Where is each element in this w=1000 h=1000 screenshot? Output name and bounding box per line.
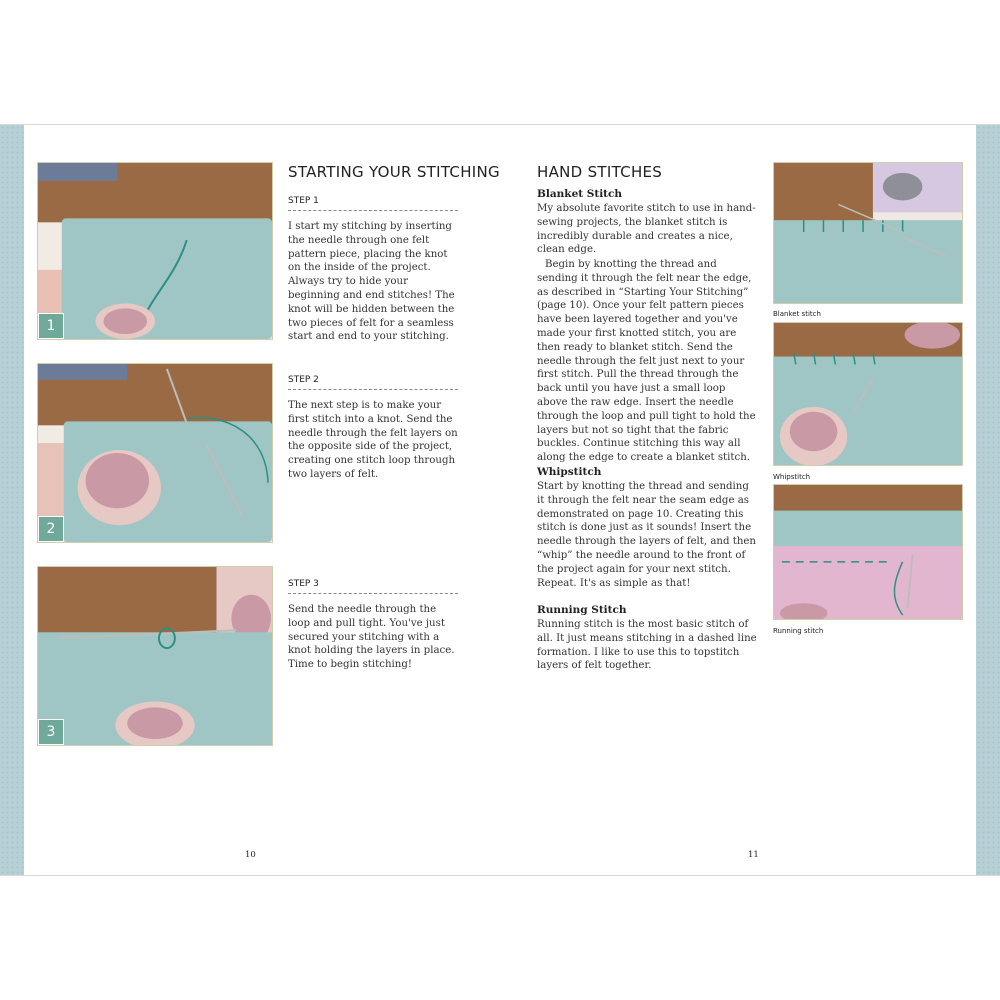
step-1-photo xyxy=(37,162,273,340)
right-page-title: HAND STITCHES xyxy=(537,163,663,181)
running-stitch-photo xyxy=(773,484,963,620)
whipstitch-photo xyxy=(773,322,963,466)
blanket-stitch-photo xyxy=(773,162,963,304)
step-3-number-badge: 3 xyxy=(38,719,64,745)
whipstitch-heading: Whipstitch xyxy=(537,466,602,478)
step-2-photo xyxy=(37,363,273,543)
step-2-label: STEP 2 xyxy=(288,375,458,390)
left-page-edge xyxy=(0,125,24,875)
step-1-label: STEP 1 xyxy=(288,196,458,211)
step-2-number-badge: 2 xyxy=(38,516,64,542)
blanket-stitch-intro: My absolute favorite stitch to use in hand-sewing projects, the blanket stitch is incredibly durable and creates a nice, clean edge. xyxy=(537,203,756,256)
step-1-text: I start my stitching by inserting the needle through one felt pattern piece, placing the knot on the inside of the project. Always try to hide your beginning and end stitches! The knot will be hidden between the two pieces of felt for a seamless start and end to your stitching. xyxy=(288,221,455,343)
running-stitch-caption: Running stitch xyxy=(773,627,824,635)
running-stitch-text: Running stitch is the most basic stitch of all. It just means stitching in a dashed line formation. I like to use this to topstitch layers of felt together. xyxy=(537,619,757,672)
step-3-text: Send the needle through the loop and pull tight. You've just secured your stitching with a knot holding the layers in place. Time to begin stitching! xyxy=(288,604,455,671)
running-stitch-heading: Running Stitch xyxy=(537,604,627,616)
step-3-label: STEP 3 xyxy=(288,579,458,594)
right-page-edge xyxy=(976,125,1000,875)
left-page-title: STARTING YOUR STITCHING xyxy=(288,163,500,181)
blanket-stitch-instructions: Begin by knotting the thread and sending it through the felt near the edge, as described in “Starting Your Stitching” (page 10). Once your felt pattern pieces have been layered together and you've made your first knotted stitch, you are then ready to blanket stitch. Send the needle through the felt just next to your first stitch. Pull the thread through the back until you have just a small loop above the raw edge. Insert the needle through the loop and pull tight to hold the layers but not so tight that the fabric buckles. Continue stitching this way all along the edge to create a blanket stitch. xyxy=(537,259,756,464)
blanket-stitch-heading: Blanket Stitch xyxy=(537,188,623,200)
whipstitch-caption: Whipstitch xyxy=(773,473,811,481)
step-1-number-badge: 1 xyxy=(38,313,64,339)
blanket-stitch-caption: Blanket stitch xyxy=(773,310,821,318)
step-2-text: The next step is to make your first stitch into a knot. Send the needle through the felt layers on the opposite side of the project, creating one stitch loop through two layers of felt. xyxy=(288,400,458,480)
step-3-photo xyxy=(37,566,273,746)
right-page-number: 11 xyxy=(748,850,759,860)
whipstitch-text: Start by knotting the thread and sending it through the felt near the seam edge as demonstrated on page 10. Creating this stitch is done just as it sounds! Insert the needle through the layers of felt, and then “whip” the needle around to the front of the project again for your next stitch. Repeat. It's as simple as that! xyxy=(537,481,756,589)
left-page-number: 10 xyxy=(245,850,256,860)
